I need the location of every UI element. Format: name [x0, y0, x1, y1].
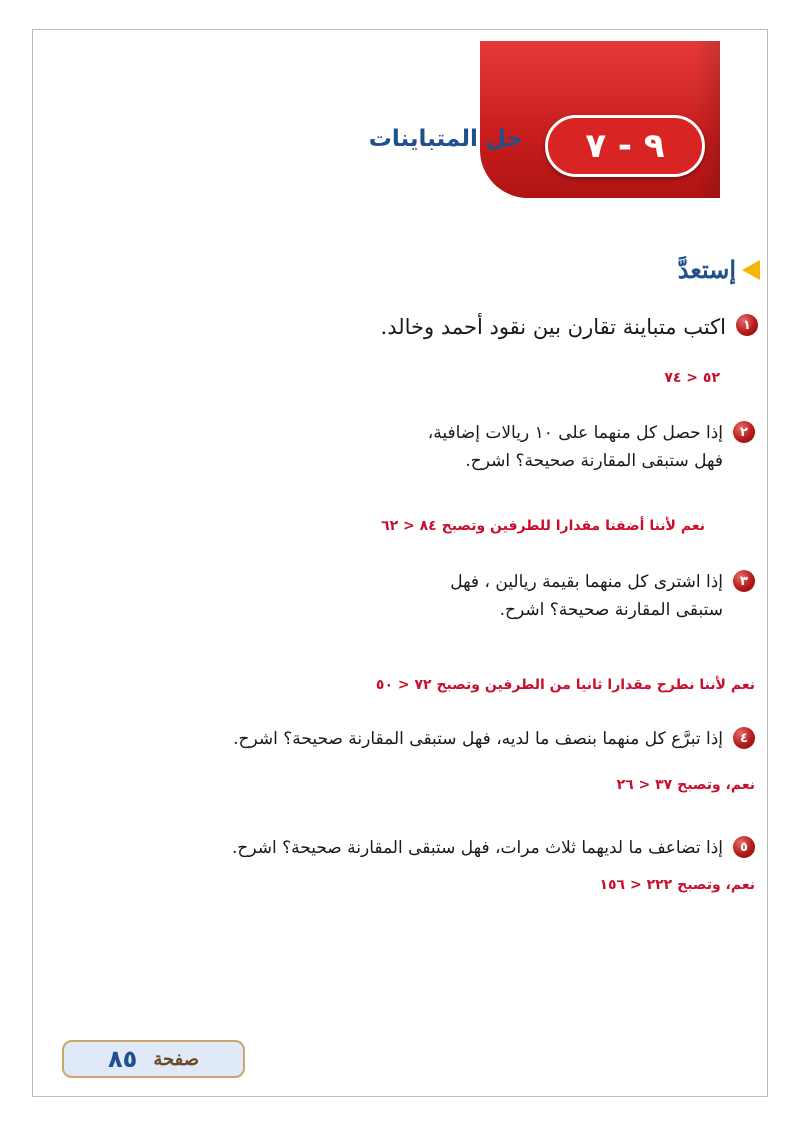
answer-1: ٥٢ < ٧٤: [664, 370, 720, 386]
question-3: [450, 568, 755, 624]
question-number-badge: ٤: [733, 727, 755, 749]
answer-5: نعم، وتصبح ٢٢٢ < ١٥٦: [599, 877, 755, 893]
page-word: صفحة: [153, 1048, 199, 1070]
question-number-badge: ٣: [733, 570, 755, 592]
answer-4: نعم، وتصبح ٣٧ < ٢٦: [616, 777, 755, 793]
answer-2: نعم لأننا أضفنا مقدارا للطرفين وتصبح ٨٤ < ٦٢: [381, 518, 705, 534]
question-4: [233, 725, 755, 753]
section-heading: [678, 255, 760, 284]
question-text: [428, 419, 723, 475]
question-2: [428, 419, 755, 475]
question-number-badge: ٢: [733, 421, 755, 443]
arrow-icon: [742, 260, 760, 280]
question-number-badge: ١: [736, 314, 758, 336]
question-text-line: ستبقى المقارنة صحيحة؟ اشرح.: [499, 600, 723, 620]
lesson-number: ٩ - ٧: [585, 126, 665, 166]
question-text: [450, 568, 723, 624]
section-label: إستعدَّ: [677, 255, 736, 284]
question-text-line: فهل ستبقى المقارنة صحيحة؟ اشرح.: [465, 451, 723, 471]
question-text: اكتب متباينة تقارن بين نقود أحمد وخالد.: [380, 315, 726, 339]
question-5: [232, 834, 755, 862]
lesson-title: حل المتباينات: [368, 126, 523, 152]
question-text: إذا تبرَّع كل منهما بنصف ما لديه، فهل ستبقى المقارنة صحيحة؟ اشرح.: [233, 729, 723, 749]
question-number-badge: ٥: [733, 836, 755, 858]
question-text-line: إذا اشترى كل منهما بقيمة ريالين ، فهل: [450, 572, 723, 592]
page-number: ٨٥: [108, 1045, 138, 1073]
lesson-number-badge: [545, 115, 705, 177]
question-1: [381, 312, 758, 342]
page-number-box: [62, 1040, 245, 1078]
question-text-line: إذا حصل كل منهما على ١٠ ريالات إضافية،: [427, 423, 723, 443]
answer-3: نعم لأننا نطرح مقدارا ثانيا من الطرفين وتصبح ٧٢ < ٥٠: [375, 677, 755, 693]
question-text: إذا تضاعف ما لديهما ثلاث مرات، فهل ستبقى المقارنة صحيحة؟ اشرح.: [231, 838, 723, 858]
